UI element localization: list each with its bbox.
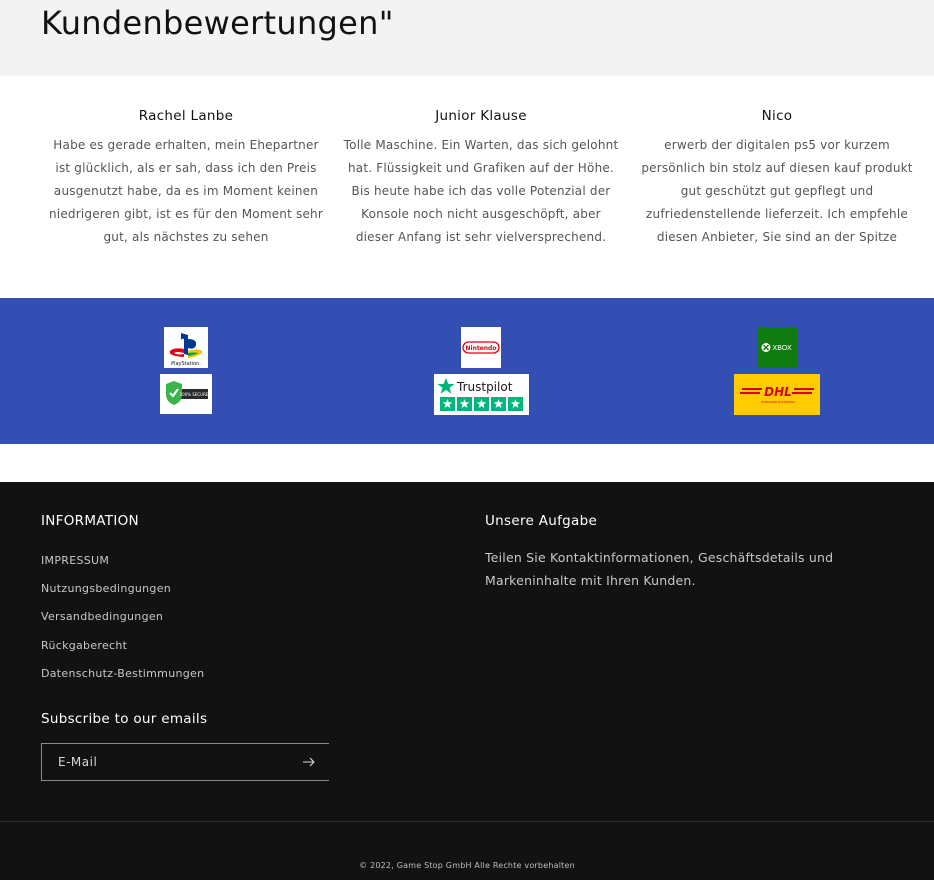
trustpilot-logo <box>434 374 529 415</box>
hero-band <box>0 0 934 76</box>
arrow-right-icon <box>302 757 316 767</box>
information-heading: INFORMATION <box>41 513 139 529</box>
dhl-logo <box>734 374 820 415</box>
footer-link-impressum[interactable]: IMPRESSUM <box>41 554 110 567</box>
reviews-section <box>0 76 934 298</box>
svg-text:WORLDWIDE EXPRESS: WORLDWIDE EXPRESS <box>761 400 795 404</box>
nintendo-logo <box>461 327 501 368</box>
svg-text:Trustpilot: Trustpilot <box>457 380 513 394</box>
review-card <box>342 108 620 249</box>
page-title: Kundenbewertungen" <box>41 4 394 42</box>
spacer <box>0 444 934 482</box>
partner-logos-band <box>0 298 934 444</box>
footer-link-item <box>41 605 204 633</box>
svg-text:DHL: DHL <box>764 385 792 399</box>
review-text: Habe es gerade erhalten, mein Ehepartner ist glücklich, als er sah, dass ich den Preis ausgenutzt habe, da es im Moment keinen niedrigeren gibt, ist es für den Moment sehr gut, als nächstes zu sehen <box>48 138 323 244</box>
shield-check-icon <box>160 374 212 414</box>
footer-links <box>41 549 204 690</box>
footer-divider <box>0 821 934 822</box>
footer-link-item <box>41 662 204 690</box>
xbox-logo <box>757 327 797 368</box>
playstation-logo <box>164 327 208 368</box>
review-author: Junior Klause <box>435 108 527 124</box>
newsletter-form <box>41 743 329 781</box>
mission-text: Teilen Sie Kontaktinformationen, Geschäftsdetails und Markeninhalte mit Ihren Kunden. <box>485 550 834 588</box>
copyright-text: © 2022, Game Stop GmbH Alle Rechte vorbehalten <box>359 861 575 870</box>
email-input[interactable] <box>58 744 288 780</box>
svg-text:XBOX: XBOX <box>772 344 792 352</box>
review-text: Tolle Maschine. Ein Warten, das sich gelohnt hat. Flüssigkeit und Grafiken auf der Höhe. Bis heute habe ich das volle Potenzial der Konsole noch nicht ausgeschöpft, aber dieser Anfang ist sehr vielversprechend. <box>343 138 619 244</box>
review-author: Rachel Lanbe <box>138 108 234 124</box>
review-author: Nico <box>761 108 793 124</box>
dhl-icon <box>734 374 820 415</box>
secure-badge <box>160 374 212 414</box>
review-card <box>638 108 916 249</box>
footer-link-rueckgaberecht[interactable]: Rückgaberecht <box>41 638 128 652</box>
trustpilot-star-icon <box>434 374 529 415</box>
footer <box>0 482 934 880</box>
svg-text:PlayStation.: PlayStation. <box>171 361 201 367</box>
review-card <box>47 108 325 249</box>
svg-text:100% SECURE: 100% SECURE <box>179 392 209 397</box>
footer-link-versandbedingungen[interactable]: Versandbedingungen <box>41 610 164 624</box>
xbox-icon <box>757 327 797 368</box>
playstation-icon <box>164 327 208 368</box>
mission-heading: Unsere Aufgabe <box>485 513 598 529</box>
subscribe-heading: Subscribe to our emails <box>41 711 208 727</box>
subscribe-button[interactable] <box>289 744 329 780</box>
nintendo-icon <box>461 327 501 368</box>
footer-link-nutzungsbedingungen[interactable]: Nutzungsbedingungen <box>41 582 172 596</box>
footer-link-item <box>41 549 204 577</box>
review-text: erwerb der digitalen ps5 vor kurzem persönlich bin stolz auf diesen kauf produkt gut geschützt gut gepflegt und zufriedenstellende lieferzeit. Ich empfehle diesen Anbieter, Sie sind an der Spitze <box>641 138 913 244</box>
footer-link-datenschutz[interactable]: Datenschutz-Bestimmungen <box>41 666 205 680</box>
footer-link-item <box>41 577 204 605</box>
footer-link-item <box>41 634 204 662</box>
svg-text:Nintendo: Nintendo <box>465 345 497 352</box>
